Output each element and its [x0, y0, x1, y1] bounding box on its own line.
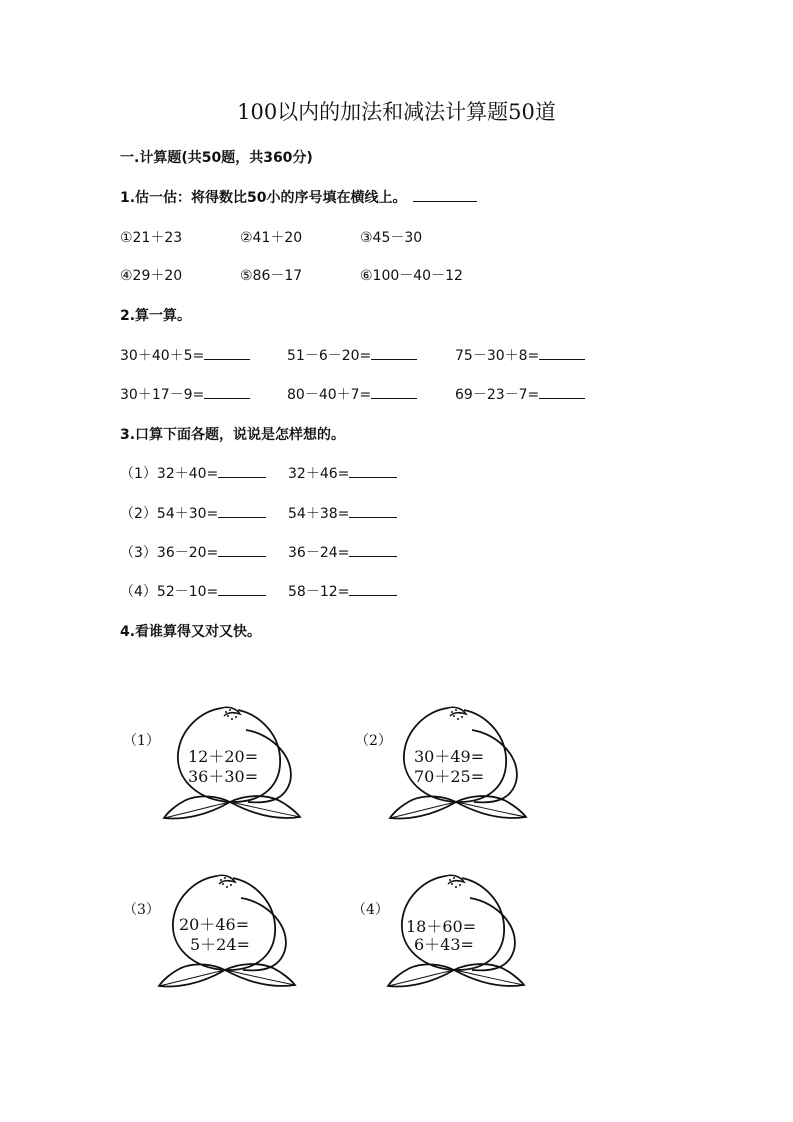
peach-3-equation-1: 20＋46=: [179, 915, 250, 934]
q2-problem-5: [287, 384, 417, 404]
peach-2-label: （2）: [355, 733, 392, 749]
peach-3-equation-2: 5＋24=: [190, 935, 250, 954]
q3-row-4-left-text: （4）52－10=: [120, 584, 219, 600]
q1-item-1: ①21＋23: [120, 230, 183, 246]
q1-prompt: [120, 187, 477, 207]
q1-item-5: ⑤86－17: [240, 268, 303, 284]
q3-row-1-right-text: 32＋46=: [288, 466, 350, 482]
peach-2-equation-2: 70＋25=: [414, 767, 485, 786]
peach-2-equation-1: 30＋49=: [414, 747, 485, 766]
q2-problem-5-blank[interactable]: [371, 386, 417, 399]
q3-row-3-right-blank[interactable]: [349, 544, 397, 557]
peach-1: [160, 702, 305, 824]
section-heading: 一.计算题(共50题，共360分): [120, 150, 313, 166]
q3-row-4-right-blank[interactable]: [349, 583, 397, 596]
peach-1-label: （1）: [123, 733, 160, 749]
q1-item-2: ②41＋20: [240, 230, 303, 246]
q3-row-4-left-blank[interactable]: [218, 583, 266, 596]
q2-problem-4-text: 30＋17－9=: [120, 387, 205, 403]
q3-row-3-left-text: （3）36－20=: [120, 545, 219, 561]
q2-problem-3-blank[interactable]: [539, 347, 585, 360]
q2-prompt: 2.算一算。: [120, 308, 192, 324]
q3-row-2-left-blank[interactable]: [218, 505, 266, 518]
q2-problem-1-text: 30＋40＋5=: [120, 348, 205, 364]
q3-row-4-right: [288, 581, 397, 601]
q2-problem-3-text: 75－30＋8=: [455, 348, 540, 364]
q3-row-1-left-text: （1）32＋40=: [120, 466, 219, 482]
q3-row-2-right: [288, 503, 397, 523]
q2-problem-5-text: 80－40＋7=: [287, 387, 372, 403]
q3-row-1-left-blank[interactable]: [218, 465, 266, 478]
q2-problem-1-blank[interactable]: [204, 347, 250, 360]
q3-row-4-left: [120, 581, 266, 601]
q2-problem-4: [120, 384, 250, 404]
peach-4-equation-1: 18＋60=: [406, 917, 477, 936]
peach-4-label: （4）: [352, 902, 389, 918]
q1-item-6: ⑥100－40－12: [360, 268, 463, 284]
q2-problem-3: [455, 345, 585, 365]
peach-3: [155, 870, 300, 992]
q3-row-1-right: [288, 463, 397, 483]
q3-row-3-right-text: 36－24=: [288, 545, 350, 561]
q2-problem-6-blank[interactable]: [539, 386, 585, 399]
page-title: 100以内的加法和减法计算题50道: [237, 100, 556, 124]
q3-row-3-left: [120, 542, 266, 562]
q3-row-4-right-text: 58－12=: [288, 584, 350, 600]
q3-row-3-right: [288, 542, 397, 562]
q1-item-3: ③45－30: [360, 230, 423, 246]
q2-problem-2-blank[interactable]: [371, 347, 417, 360]
peach-2: [386, 702, 531, 824]
peach-3-label: （3）: [123, 902, 160, 918]
q2-problem-6: [455, 384, 585, 404]
q2-problem-4-blank[interactable]: [204, 386, 250, 399]
peach-4: [384, 870, 529, 992]
q2-problem-2-text: 51－6－20=: [287, 348, 372, 364]
q2-problem-1: [120, 345, 250, 365]
q2-problem-2: [287, 345, 417, 365]
peach-1-equation-1: 12＋20=: [188, 747, 259, 766]
q3-row-1-left: [120, 463, 266, 483]
q3-row-3-left-blank[interactable]: [218, 544, 266, 557]
peach-1-equation-2: 36＋30=: [188, 767, 259, 786]
q1-answer-blank[interactable]: [413, 189, 477, 202]
q1-prompt-text: 1.估一估：将得数比50小的序号填在横线上。: [120, 190, 407, 206]
q2-problem-6-text: 69－23－7=: [455, 387, 540, 403]
q3-row-2-left-text: （2）54＋30=: [120, 506, 219, 522]
q3-prompt: 3.口算下面各题，说说是怎样想的。: [120, 427, 346, 443]
q3-row-2-left: [120, 503, 266, 523]
q1-item-4: ④29＋20: [120, 268, 183, 284]
q3-row-2-right-text: 54＋38=: [288, 506, 350, 522]
peach-4-equation-2: 6＋43=: [414, 935, 474, 954]
q3-row-2-right-blank[interactable]: [349, 505, 397, 518]
q3-row-1-right-blank[interactable]: [349, 465, 397, 478]
q4-prompt: 4.看谁算得又对又快。: [120, 624, 262, 640]
